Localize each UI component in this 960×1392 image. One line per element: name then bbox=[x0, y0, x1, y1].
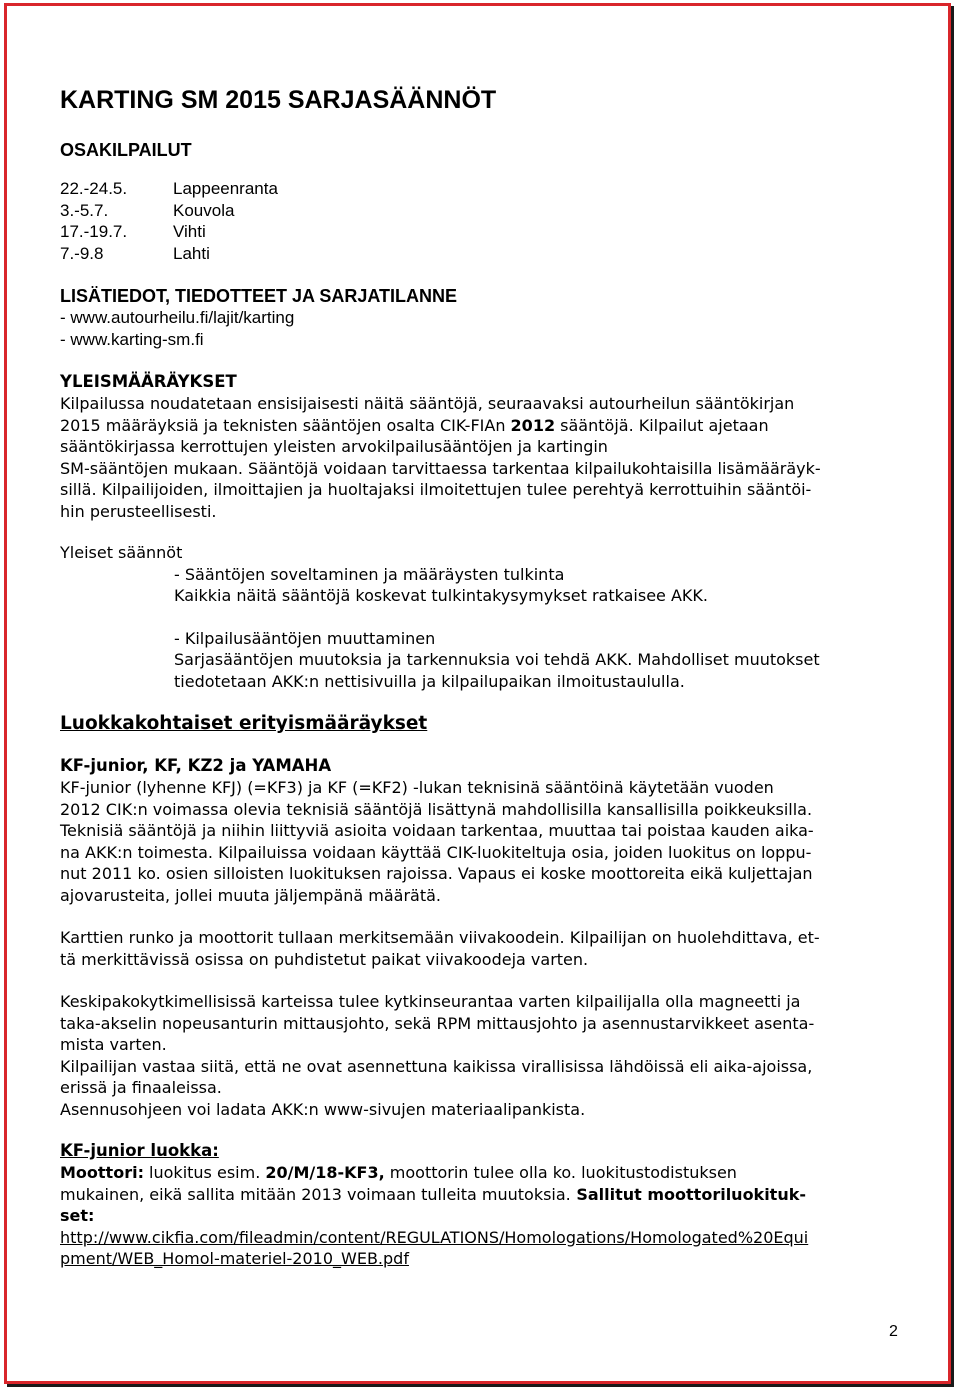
text-line: SM-sääntöjen mukaan. bbox=[60, 458, 243, 478]
rule-text: Kaikkia näitä sääntöjä koskevat tulkintakysymykset ratkaisee AKK. bbox=[174, 586, 708, 605]
text-line: Vapaus ei koske moottoreita eikä kuljettajan bbox=[452, 864, 813, 883]
info-link-karting-sm[interactable]: - www.karting-sm.fi bbox=[60, 329, 204, 349]
text-line: sääntöjä. bbox=[555, 415, 634, 435]
text-line: Kilpailijan vastaa siitä, että ne ovat asennettuna kaikissa virallisissa lähdöissä eli aika-ajoissa, bbox=[60, 1056, 813, 1076]
luokka-paragraph-2 bbox=[60, 927, 900, 970]
yleismaaraykset-paragraph bbox=[60, 393, 900, 522]
year-emphasis: 2012 bbox=[510, 415, 556, 435]
allowed-engines-label: set: bbox=[60, 1206, 95, 1225]
text-line: sillä. bbox=[60, 480, 97, 499]
text-line: erissä ja finaaleissa. bbox=[60, 1078, 222, 1097]
page-number: 2 bbox=[889, 1323, 898, 1340]
schedule-place: Lahti bbox=[173, 243, 210, 263]
text-line: KF-junior (lyhenne KFJ) (=KF3) ja KF (=KF2) -lukan teknisinä sääntöinä käytetään vuoden bbox=[60, 778, 774, 797]
allowed-engines-label: Sallitut moottoriluokituk- bbox=[570, 1184, 806, 1204]
section-heading-luokka: Luokkakohtaiset erityismääräykset bbox=[60, 713, 428, 734]
text-line: na AKK:n toimesta. bbox=[60, 842, 214, 862]
rule-heading: - Sääntöjen soveltaminen ja määräysten tulkinta bbox=[174, 564, 565, 584]
text-line: moottorin tulee olla ko. luokitustodistuksen bbox=[384, 1163, 737, 1182]
schedule-row bbox=[60, 178, 278, 200]
text-line: Kilpailijoiden, ilmoittajien ja huoltajaksi ilmoitettujen tulee perehtyä kerrottuihin sääntöi- bbox=[96, 480, 812, 499]
homologation-code: 20/M/18-KF3, bbox=[265, 1163, 385, 1182]
moottori-label: Moottori: bbox=[60, 1163, 144, 1182]
text-line: mista varten. bbox=[60, 1035, 167, 1054]
text-line: luokitus esim. bbox=[143, 1163, 266, 1182]
text-line: 2015 määräyksiä ja teknisten sääntöjen osalta CIK-FIAn bbox=[60, 415, 511, 435]
text-line: taka-akselin nopeusanturin mittausjohto, sekä RPM mittausjohto ja asennustarvikkeet asenta- bbox=[60, 1013, 815, 1033]
subsection-heading: KF-junior, KF, KZ2 ja YAMAHA bbox=[60, 756, 332, 775]
schedule-table bbox=[60, 178, 278, 264]
rule-heading: - Kilpailusääntöjen muuttaminen bbox=[174, 628, 436, 648]
text-line: sääntökirjassa kerrottujen yleisten arvokilpailusääntöjen ja kartingin bbox=[60, 437, 608, 456]
text-line: Teknisiä sääntöjä ja niihin liittyviä asioita voidaan tarkentaa, muuttaa tai poistaa kauden aika- bbox=[60, 821, 814, 840]
rule-text: tiedotetaan AKK:n nettisivuilla ja kilpailupaikan ilmoitustaululla. bbox=[174, 671, 685, 691]
info-link-autourheilu[interactable]: - www.autourheilu.fi/lajit/karting bbox=[60, 308, 295, 327]
schedule-row bbox=[60, 200, 278, 222]
kf-junior-paragraph bbox=[60, 1162, 900, 1270]
text-line: Sääntöjä voidaan tarvittaessa tarkentaa kilpailukohtaisilla lisämääräyk- bbox=[242, 458, 821, 478]
section-heading-lisatiedot: LISÄTIEDOT, TIEDOTTEET JA SARJATILANNE bbox=[60, 286, 458, 306]
text-line: Sarjasääntöjen muutoksia ja tarkennuksia voi tehdä AKK. bbox=[174, 650, 633, 669]
text-line: 2012 CIK:n voimassa olevia teknisiä sääntöjä lisättynä mahdollisilla kansallisilla poikkeuksilla. bbox=[60, 799, 813, 819]
document-body bbox=[60, 84, 900, 1270]
schedule-date: 22.-24.5. bbox=[60, 179, 128, 198]
text-line: Karttien runko ja moottorit tullaan merkitsemään viivakoodein. bbox=[60, 928, 565, 947]
section-heading-osakilpailut: OSAKILPAILUT bbox=[60, 140, 192, 160]
text-line: Mahdolliset muutokset bbox=[632, 650, 820, 669]
kf-junior-heading: KF-junior luokka: bbox=[60, 1141, 219, 1160]
text-line: Kilpailuissa voidaan käyttää CIK-luokiteltuja osia, joiden luokitus on loppu- bbox=[213, 842, 812, 862]
schedule-date: 17.-19.7. bbox=[60, 222, 128, 241]
luokka-paragraph-3 bbox=[60, 991, 900, 1120]
schedule-place: Lappeenranta bbox=[173, 179, 278, 198]
text-line: Keskipakokytkimellisissä karteissa tulee kytkinseurantaa varten kilpailijalla olla magneetti ja bbox=[60, 992, 801, 1011]
cikfia-url-link[interactable]: http://www.cikfia.com/fileadmin/content/REGULATIONS/Homologations/Homologated%20Equi bbox=[60, 1227, 809, 1247]
text-line: Asennusohjeen voi ladata AKK:n www-sivujen materiaalipankista. bbox=[60, 1099, 586, 1119]
schedule-row bbox=[60, 221, 278, 243]
text-line: nut 2011 ko. osien silloisten luokituksen rajoissa. bbox=[60, 864, 453, 883]
schedule-date: 7.-9.8 bbox=[60, 243, 104, 263]
text-line: Kilpailussa noudatetaan ensisijaisesti näitä sääntöjä, seuraavaksi autourheilun sääntökirjan bbox=[60, 394, 795, 413]
page-title: KARTING SM 2015 SARJASÄÄNNÖT bbox=[60, 86, 497, 114]
text-line: hin perusteellisesti. bbox=[60, 501, 217, 521]
section-heading-yleismaaraykset: YLEISMÄÄRÄYKSET bbox=[60, 372, 237, 391]
schedule-date: 3.-5.7. bbox=[60, 200, 109, 220]
text-line: mukainen, eikä sallita mitään 2013 voimaan tulleita muutoksia. bbox=[60, 1184, 571, 1204]
schedule-row bbox=[60, 243, 278, 265]
yleiset-label: Yleiset säännöt bbox=[60, 543, 183, 562]
text-line: Kilpailijan on huolehdittava, et- bbox=[564, 928, 820, 947]
luokka-paragraph-1 bbox=[60, 777, 900, 906]
schedule-place: Kouvola bbox=[173, 200, 235, 220]
rule-text bbox=[60, 649, 900, 671]
text-line: tä merkittävissä osissa on puhdistetut paikat viivakoodeja varten. bbox=[60, 949, 589, 969]
schedule-place: Vihti bbox=[173, 222, 206, 241]
text-line: ajovarusteita, jollei muuta jäljempänä määrätä. bbox=[60, 885, 442, 905]
cikfia-url-link[interactable]: pment/WEB_Homol-materiel-2010_WEB.pdf bbox=[60, 1249, 409, 1268]
text-line: Kilpailut ajetaan bbox=[633, 415, 769, 435]
